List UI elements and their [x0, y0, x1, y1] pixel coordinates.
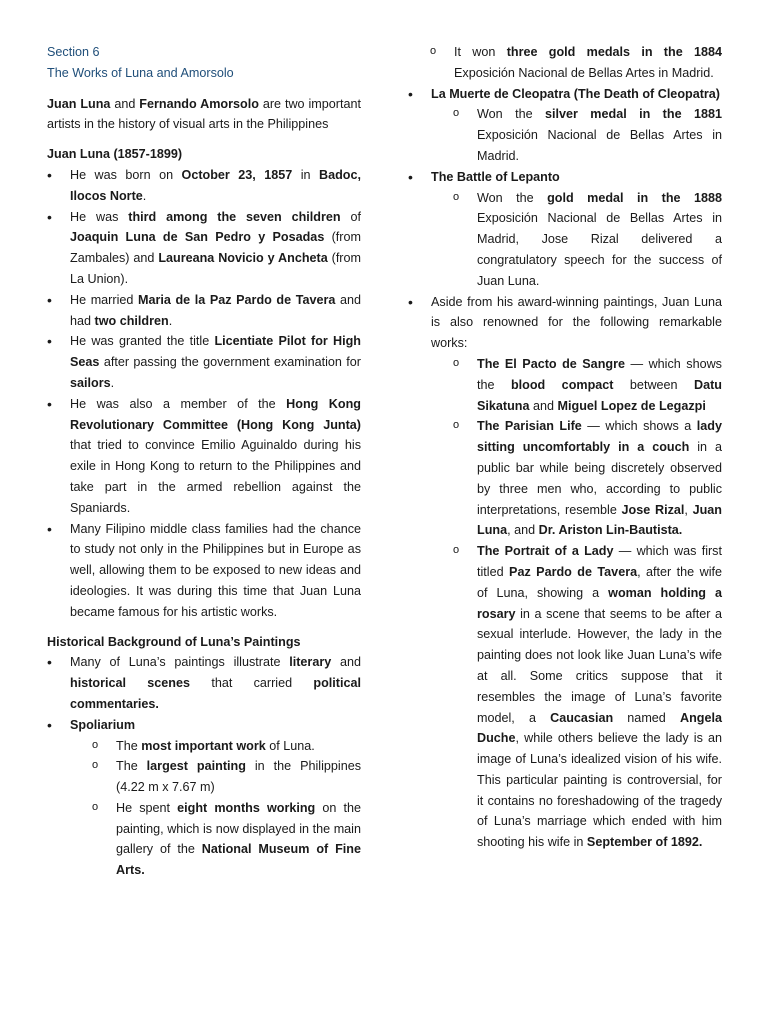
- text: in a public bar while being discretely observed by three men who, according to public interpretations, resemble: [477, 440, 722, 517]
- bold: Laureana Novicio y Ancheta: [158, 251, 328, 266]
- text: after passing the government examination for: [99, 355, 361, 370]
- text: , after the wife of Luna, showing a: [477, 564, 723, 600]
- bold: two children: [94, 313, 169, 328]
- bold: The El Pacto de Sangre: [477, 356, 625, 371]
- text: are two important artists in the history of visual arts in the Philippines: [47, 96, 361, 132]
- text: in: [292, 167, 319, 182]
- bold: September of 1892.: [586, 835, 703, 850]
- text: , while others believe the lady is an image of Luna’s idealized vision of his wife. This particular painting is controversial, for it contains no foreshadowing of the tragedy of Luna’s marriage which ended with him shooting his wife in: [477, 731, 722, 850]
- bold: Datu Sikatuna: [477, 377, 722, 413]
- text: He was: [70, 209, 129, 224]
- bullet-married: [47, 290, 361, 332]
- painting-title: The Battle of Lepanto: [431, 169, 560, 184]
- bold: Miguel Lopez de Legazpi: [557, 398, 706, 413]
- luna-heading: Juan Luna (1857-1899): [47, 147, 183, 162]
- sub-item: [430, 42, 722, 84]
- text: Won the: [477, 190, 548, 205]
- bold: The Portrait of a Lady: [477, 544, 614, 559]
- hist-bullets: [47, 652, 361, 881]
- bold: third among the seven children: [128, 209, 341, 224]
- bold: October 23, 1857: [181, 167, 293, 182]
- text: The: [116, 759, 147, 774]
- bold: sailors: [70, 375, 111, 390]
- text: between: [613, 377, 694, 392]
- bullet-cleopatra: [408, 84, 722, 167]
- spoliarium-items: [70, 736, 361, 882]
- bullet-spoliarium: [47, 715, 361, 881]
- text: in a scene that seems to be after a sexual interlude. However, the lady in the painting does not look like Juan Luna’s wife at all. Some critics suppose that it resembles the image of Luna’s favorite model, a: [477, 606, 722, 725]
- painting-title: La Muerte de Cleopatra (The Death of Cleopatra): [431, 86, 720, 101]
- bold: Hong Kong Revolutionary Committee (Hong Kong Junta): [70, 396, 361, 432]
- text: in the Philippines (4.22 m x 7.67 m): [116, 759, 362, 795]
- text: of Luna.: [265, 738, 315, 753]
- bold: political commentaries.: [70, 676, 362, 711]
- bold: Dr. Ariston Lin-Bautista.: [538, 523, 683, 538]
- bold: Paz Pardo de Tavera: [509, 564, 638, 579]
- cleopatra-items: [431, 104, 722, 166]
- bold: Badoc, Ilocos Norte: [70, 167, 361, 203]
- sub-item: [453, 188, 722, 292]
- text: named: [613, 710, 680, 725]
- bold: lady sitting uncomfortably in a couch: [477, 419, 722, 455]
- text: Exposición Nacional de Bellas Artes in Madrid, Jose Rizal delivered a congratulatory speech for the success of Juan Luna.: [477, 211, 722, 288]
- text: ,: [684, 502, 693, 517]
- bold: Maria de la Paz Pardo de Tavera: [137, 292, 336, 307]
- bullet-aside: [408, 292, 722, 854]
- bullet-middle-class: [47, 519, 361, 623]
- text: .: [142, 188, 147, 203]
- bold: National Museum of Fine Arts.: [116, 842, 361, 878]
- bold: Juan Luna: [477, 502, 722, 538]
- bold: The Parisian Life: [477, 419, 582, 434]
- sub-item-parisian: [453, 416, 722, 541]
- text: , and: [507, 523, 539, 538]
- intro-paragraph: [47, 94, 361, 136]
- sub-item: [92, 756, 361, 798]
- bold: blood compact: [510, 377, 614, 392]
- text: He married: [70, 292, 138, 307]
- luna-bullets: [47, 165, 361, 623]
- text: Exposición Nacional de Bellas Artes in Madrid.: [454, 65, 714, 80]
- painting-title: Spoliarium: [70, 717, 136, 732]
- sub-item: [453, 104, 722, 166]
- lepanto-items: [431, 188, 722, 292]
- bullet-junta: [47, 394, 361, 519]
- sub-item-portrait: [453, 541, 722, 853]
- text: and: [331, 655, 362, 670]
- text: that carried: [190, 676, 314, 691]
- left-column: [47, 42, 361, 881]
- name-luna: Juan Luna: [47, 96, 111, 111]
- spacer: [47, 84, 361, 94]
- aside-items: [431, 354, 722, 853]
- text: Many Filipino middle class families had the chance to study not only in the Philippines but in Europe as well, allowing them to be exposed to new ideas and ideologies. It was during this time that Juan Luna became famous for his artistic works.: [70, 521, 361, 619]
- bold: gold medal in the 1888: [547, 190, 722, 205]
- text: .: [168, 313, 173, 328]
- bold: largest painting: [146, 759, 246, 774]
- text: He spent: [116, 800, 178, 815]
- bullet-birth: [47, 165, 361, 207]
- bold: Angela Duche: [477, 710, 722, 746]
- text: — which shows a: [581, 419, 697, 434]
- spoliarium-continued: [430, 42, 722, 84]
- text: and: [529, 398, 558, 413]
- bold: three gold medals in the 1884: [506, 45, 722, 59]
- text: and had: [70, 292, 362, 328]
- text: He was also a member of the: [70, 396, 287, 411]
- text: (from La Union).: [70, 251, 362, 286]
- text: of: [340, 209, 361, 224]
- text: Exposición Nacional de Bellas Artes in Madrid.: [477, 128, 722, 163]
- text: Many of Luna’s paintings illustrate: [70, 655, 290, 670]
- text: The: [116, 738, 142, 753]
- bold: historical scenes: [70, 676, 191, 691]
- text: and: [110, 96, 140, 111]
- bullet-family: [47, 207, 361, 290]
- bold: literary: [289, 655, 332, 670]
- bold: woman holding a rosary: [477, 585, 722, 621]
- text: He was granted the title: [70, 334, 215, 349]
- bullet-paintings: [47, 652, 361, 714]
- text: He was born on: [70, 167, 182, 182]
- bullet-title: [47, 331, 361, 393]
- bold: Caucasian: [550, 710, 614, 725]
- text: (from Zambales) and: [70, 230, 361, 266]
- text: Won the: [477, 107, 545, 122]
- right-bullets: [408, 84, 722, 853]
- right-column: [408, 42, 722, 853]
- bold: Joaquin Luna de San Pedro y Posadas: [70, 230, 325, 245]
- text: Aside from his award-winning paintings, Juan Luna is also renowned for the following remarkable works:: [431, 294, 722, 351]
- bold: Jose Rizal: [621, 502, 685, 517]
- sub-item: [92, 736, 361, 757]
- hist-heading: Historical Background of Luna’s Paintings: [47, 634, 301, 649]
- bold: silver medal in the 1881: [544, 107, 722, 122]
- text: — which was first titled: [477, 544, 722, 579]
- name-amorsolo: Fernando Amorsolo: [139, 96, 259, 111]
- sub-item-pacto: [453, 354, 722, 416]
- section-title: The Works of Luna and Amorsolo: [47, 65, 234, 80]
- bullet-lepanto: [408, 167, 722, 292]
- section-label: Section 6: [47, 45, 100, 59]
- bold: most important work: [141, 738, 266, 753]
- text: that tried to convince Emilio Aguinaldo during his exile in Hong Kong to return to the Philippines and take part in the armed rebellion against the Spaniards.: [70, 438, 361, 515]
- text: It won: [454, 45, 507, 59]
- text: .: [110, 375, 115, 390]
- text: on the painting, which is now displayed in the main gallery of the: [116, 800, 361, 857]
- bold: eight months working: [177, 800, 316, 815]
- bold: Licentiate Pilot for High Seas: [70, 334, 361, 370]
- sub-item: [92, 798, 361, 881]
- text: — which shows the: [477, 356, 722, 392]
